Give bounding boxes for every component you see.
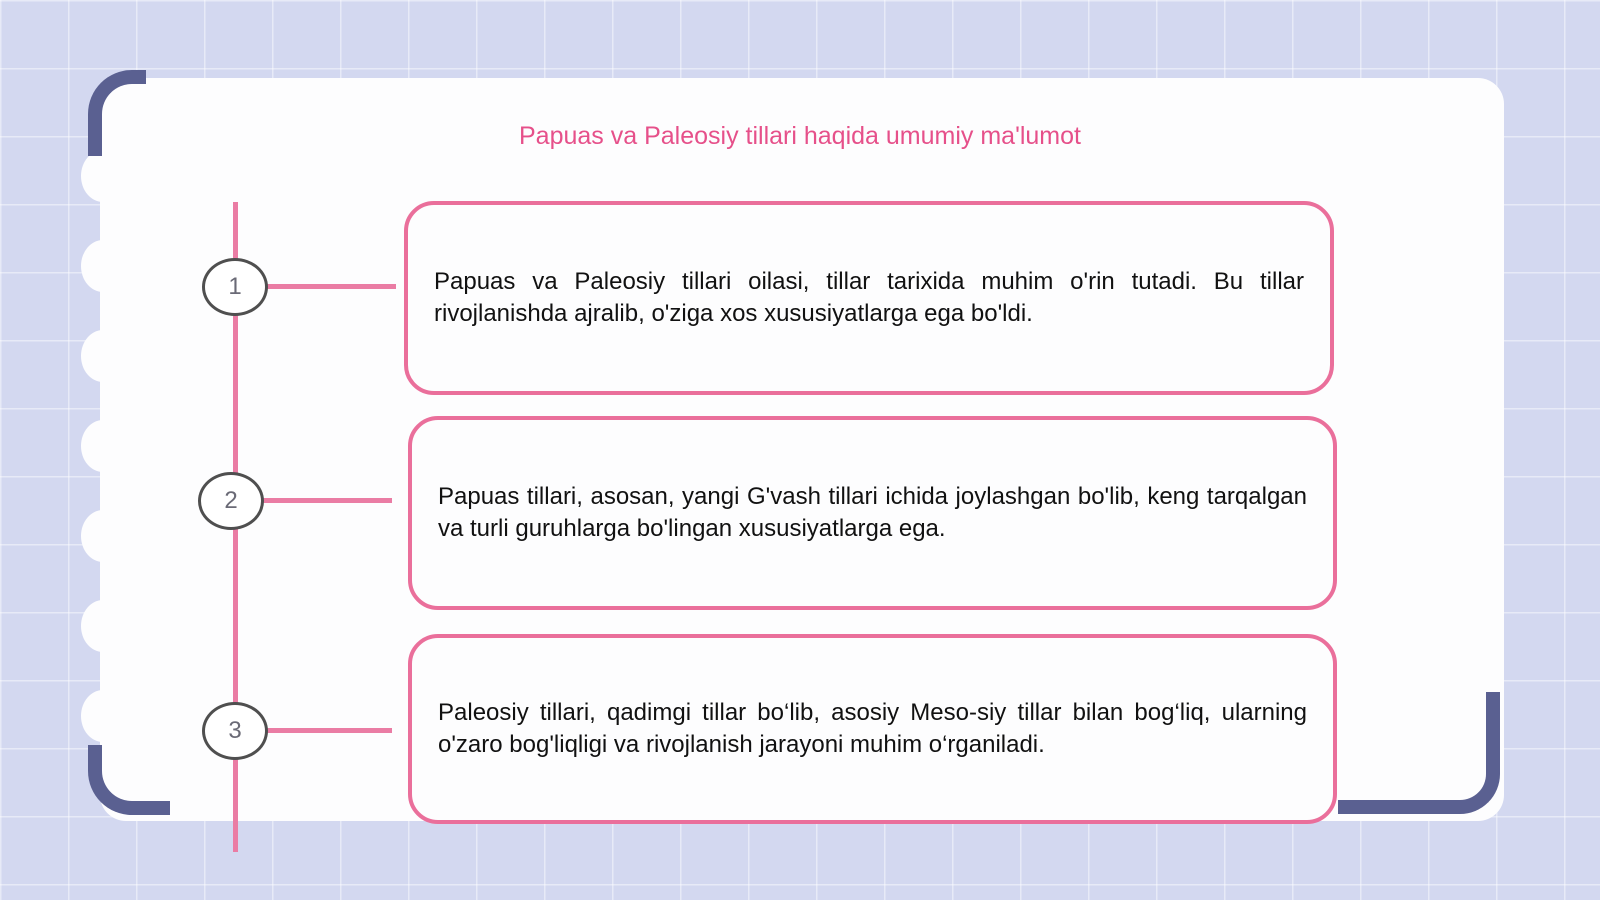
timeline-marker: 3 (202, 702, 268, 760)
timeline-item-text: Paleosiy tillari, qadimgi tillar bo‘lib, asosiy Meso-siy tillar bilan bog‘liq, ularning o'zaro bog'liqligi va rivojlanish jarayoni muhim o‘rganiladi. (438, 699, 1307, 758)
timeline-connector (262, 498, 392, 503)
corner-bracket-bottom-right (1338, 692, 1500, 814)
corner-bracket-bottom-left (88, 745, 170, 815)
timeline-item-text: Papuas tillari, asosan, yangi G'vash tillari ichida joylashgan bo'lib, keng tarqalgan va turli guruhlarga bo'lingan xususiyatlarga ega. (438, 483, 1307, 542)
corner-bracket-top-left (88, 70, 146, 156)
timeline-item-box (408, 634, 1337, 824)
timeline-marker: 1 (202, 258, 268, 316)
timeline-item-box (404, 201, 1334, 395)
timeline-item-box (408, 416, 1337, 610)
timeline-item-text: Papuas va Paleosiy tillari oilasi, tillar tarixida muhim o'rin tutadi. Bu tillar rivojlanishda ajralib, o'ziga xos xususiyatlarga ega bo'ldi. (434, 268, 1304, 327)
timeline-connector (266, 728, 392, 733)
slide-title: Papuas va Paleosiy tillari haqida umumiy ma'lumot (519, 122, 1081, 150)
timeline-connector (266, 284, 396, 289)
timeline-marker: 2 (198, 472, 264, 530)
